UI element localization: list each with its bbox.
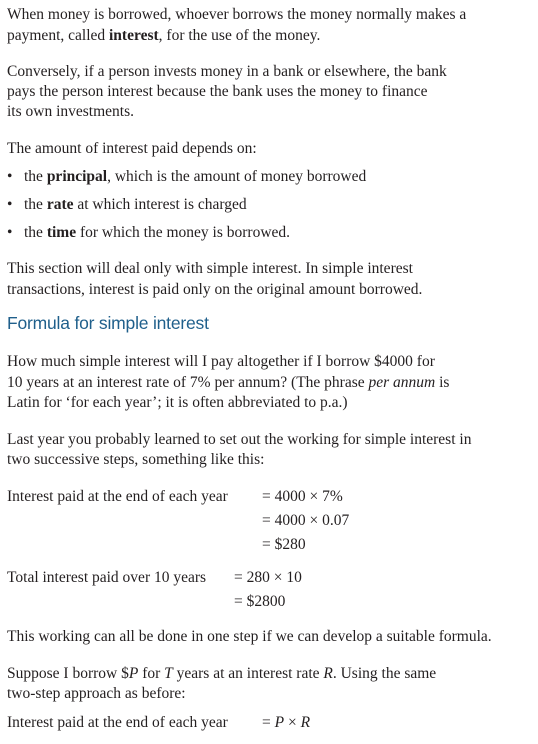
section-heading: Formula for simple interest: [7, 313, 209, 333]
working-3-equation: [262, 712, 310, 733]
working-3-label: Interest paid at the end of each year: [7, 714, 228, 731]
term-principal: principal: [46, 168, 108, 185]
text-run: the: [24, 168, 47, 185]
text-run: . Using the same: [332, 665, 437, 682]
paragraph-2-line-1: Conversely, if a person invests money in a bank or elsewhere, the bank: [7, 63, 447, 80]
term-rate: rate: [46, 196, 74, 213]
variable-r: R: [323, 665, 333, 682]
working-2-line-2: = $2800: [234, 593, 286, 610]
bullet-item-time: [7, 222, 290, 243]
paragraph-1-line-2: [7, 25, 320, 46]
paragraph-5-line-2: [7, 372, 449, 393]
text-run: Suppose I borrow $: [7, 665, 129, 682]
bullet-item-rate: [7, 194, 247, 215]
paragraph-8-line-2: two-step approach as before:: [7, 685, 186, 702]
variable-t: T: [164, 665, 173, 682]
term-per-annum: per annum: [368, 374, 436, 391]
paragraph-6-line-1: Last year you probably learned to set out the working for simple interest in: [7, 431, 472, 448]
paragraph-2-line-2: pays the person interest because the bank uses the money to finance: [7, 83, 428, 100]
variable-p: P: [128, 665, 139, 682]
paragraph-4-line-2: transactions, interest is paid only on the original amount borrowed.: [7, 281, 423, 298]
text-run: the: [24, 196, 47, 213]
bullet-dot: •: [7, 196, 13, 213]
paragraph-1-line-1: When money is borrowed, whoever borrows the money normally makes a: [7, 6, 467, 23]
paragraph-6-line-2: two successive steps, something like this:: [7, 451, 265, 468]
paragraph-2-line-3: its own investments.: [7, 103, 135, 120]
text-run: for which the money is borrowed.: [76, 224, 291, 241]
text-run: 10 years at an interest rate of 7% per annum? (The phrase: [7, 374, 369, 391]
text-run: is: [435, 374, 450, 391]
text-run: the: [24, 224, 47, 241]
working-2-line-1: = 280 × 10: [234, 569, 302, 586]
paragraph-8-line-1: [7, 663, 436, 684]
text-run: ×: [284, 714, 301, 731]
bullet-dot: •: [7, 224, 13, 241]
working-1-line-2: = 4000 × 0.07: [262, 512, 350, 529]
bullet-item-principal: [7, 166, 366, 187]
working-1-line-1: = 4000 × 7%: [262, 488, 343, 505]
paragraph-5-line-1: How much simple interest will I pay altogether if I borrow $4000 for: [7, 353, 435, 370]
text-run: at which interest is charged: [73, 196, 247, 213]
working-1-label: Interest paid at the end of each year: [7, 488, 228, 505]
working-2-label: Total interest paid over 10 years: [7, 569, 207, 586]
text-run: payment, called: [7, 27, 109, 44]
text-run: years at an interest rate: [172, 665, 324, 682]
text-run: for: [138, 665, 165, 682]
bullet-dot: •: [7, 168, 13, 185]
term-interest: interest: [109, 27, 159, 44]
variable-r: R: [300, 714, 311, 731]
paragraph-4-line-1: This section will deal only with simple interest. In simple interest: [7, 260, 413, 277]
text-run: =: [262, 714, 275, 731]
term-time: time: [46, 224, 77, 241]
paragraph-7: This working can all be done in one step if we can develop a suitable formula.: [7, 628, 492, 645]
text-run: , for the use of the money.: [158, 27, 321, 44]
text-run: , which is the amount of money borrowed: [107, 168, 367, 185]
variable-p: P: [274, 714, 285, 731]
paragraph-3-intro: The amount of interest paid depends on:: [7, 140, 257, 157]
working-1-line-3: = $280: [262, 536, 306, 553]
paragraph-5-line-3: Latin for ‘for each year’; it is often abbreviated to p.a.): [7, 394, 348, 411]
